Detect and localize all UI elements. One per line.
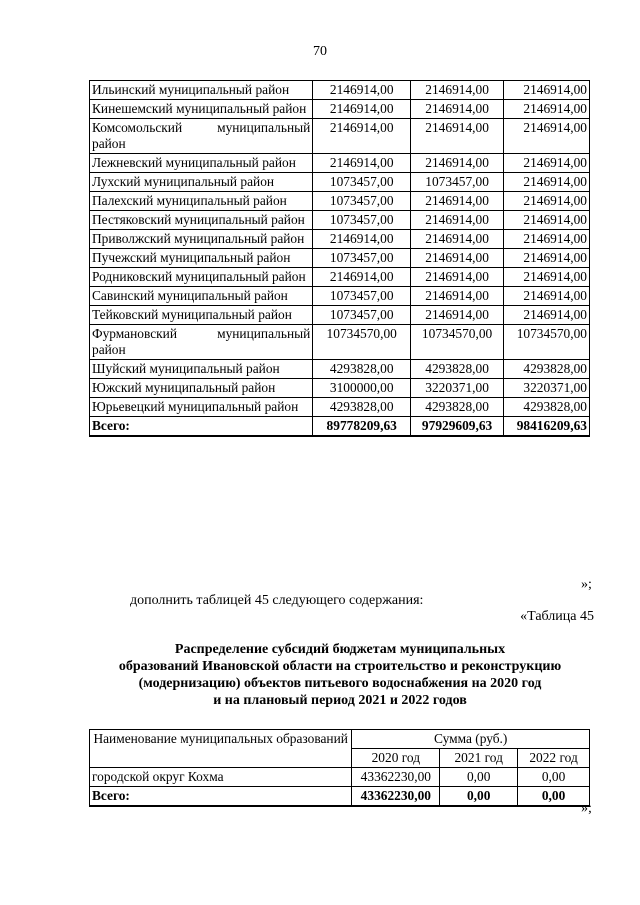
amount-2022: 4293828,00 xyxy=(504,398,590,417)
amount-2022: 2146914,00 xyxy=(504,249,590,268)
total-row xyxy=(90,417,590,437)
amount-2021: 2146914,00 xyxy=(411,249,504,268)
amount-2021: 2146914,00 xyxy=(411,211,504,230)
total-2020: 43362230,00 xyxy=(352,787,440,807)
header-row xyxy=(90,730,590,749)
amount-2020: 4293828,00 xyxy=(313,398,411,417)
municipality-name: Приволжский муниципальный район xyxy=(90,230,313,249)
total-2021: 0,00 xyxy=(440,787,518,807)
amount-2022: 2146914,00 xyxy=(504,173,590,192)
amount-2020: 1073457,00 xyxy=(313,173,411,192)
municipality-name: Южский муниципальный район xyxy=(90,379,313,398)
total-label: Всего: xyxy=(90,417,313,437)
amount-2020: 1073457,00 xyxy=(313,306,411,325)
amount-2020: 2146914,00 xyxy=(313,81,411,100)
amount-2020: 2146914,00 xyxy=(313,119,411,154)
amount-2020: 2146914,00 xyxy=(313,100,411,119)
amount-2021: 2146914,00 xyxy=(411,119,504,154)
municipality-name: Савинский муниципальный район xyxy=(90,287,313,306)
amount-2022: 2146914,00 xyxy=(504,306,590,325)
amount-2020: 2146914,00 xyxy=(313,154,411,173)
amount-2022: 2146914,00 xyxy=(504,81,590,100)
total-2022: 0,00 xyxy=(518,787,590,807)
amount-2022: 2146914,00 xyxy=(504,119,590,154)
amount-2022: 2146914,00 xyxy=(504,192,590,211)
amount-2021: 0,00 xyxy=(440,768,518,787)
amount-2020: 3100000,00 xyxy=(313,379,411,398)
municipality-name: Шуйский муниципальный район xyxy=(90,360,313,379)
amount-2021: 1073457,00 xyxy=(411,173,504,192)
municipality-name: Палехский муниципальный район xyxy=(90,192,313,211)
quote-close-mark: »; xyxy=(581,577,592,592)
table-heading xyxy=(90,641,590,709)
table-number-label: «Таблица 45 xyxy=(520,609,594,624)
table-row xyxy=(90,306,590,325)
municipality-name: Фурмановский муниципальный район xyxy=(90,325,313,360)
quote-close-mark: »; xyxy=(581,801,592,816)
municipality-name: Комсомольский муниципальный район xyxy=(90,119,313,154)
amount-2020: 10734570,00 xyxy=(313,325,411,360)
municipality-name: Пестяковский муниципальный район xyxy=(90,211,313,230)
table-row xyxy=(90,81,590,100)
table-row xyxy=(90,100,590,119)
amount-2022: 2146914,00 xyxy=(504,100,590,119)
total-label: Всего: xyxy=(90,787,352,807)
amount-2022: 2146914,00 xyxy=(504,154,590,173)
municipality-column-header: Наименование муниципальных образований xyxy=(90,730,352,768)
subsidy-table-continued xyxy=(89,80,590,437)
amount-2022: 2146914,00 xyxy=(504,268,590,287)
municipality-name: Ильинский муниципальный район xyxy=(90,81,313,100)
municipality-name: Юрьевецкий муниципальный район xyxy=(90,398,313,417)
amount-2021: 2146914,00 xyxy=(411,192,504,211)
amount-2022: 10734570,00 xyxy=(504,325,590,360)
year-header-2020: 2020 год xyxy=(352,749,440,768)
table-row xyxy=(90,360,590,379)
amount-2020: 1073457,00 xyxy=(313,192,411,211)
heading-line: (модернизацию) объектов питьевого водоснабжения на 2020 год xyxy=(138,676,542,691)
total-row xyxy=(90,787,590,807)
table-row xyxy=(90,173,590,192)
amount-2022: 2146914,00 xyxy=(504,230,590,249)
amount-2022: 0,00 xyxy=(518,768,590,787)
total-2020: 89778209,63 xyxy=(313,417,411,437)
heading-line: образований Ивановской области на строительство и реконструкцию xyxy=(118,659,562,674)
municipality-name: Пучежский муниципальный район xyxy=(90,249,313,268)
amount-2020: 1073457,00 xyxy=(313,211,411,230)
total-2021: 97929609,63 xyxy=(411,417,504,437)
municipality-name: городской округ Кохма xyxy=(90,768,352,787)
amount-2021: 2146914,00 xyxy=(411,81,504,100)
water-supply-subsidy-table xyxy=(89,729,590,807)
amount-2020: 43362230,00 xyxy=(352,768,440,787)
municipality-name: Тейковский муниципальный район xyxy=(90,306,313,325)
amendment-paragraph: дополнить таблицей 45 следующего содержания: xyxy=(130,593,424,608)
table-row xyxy=(90,287,590,306)
table-row xyxy=(90,768,590,787)
amount-2021: 2146914,00 xyxy=(411,230,504,249)
municipality-name: Лухский муниципальный район xyxy=(90,173,313,192)
year-header-2021: 2021 год xyxy=(440,749,518,768)
subsidy-table-body xyxy=(90,81,590,437)
table-row xyxy=(90,268,590,287)
table-row xyxy=(90,398,590,417)
table-row xyxy=(90,119,590,154)
amount-2021: 10734570,00 xyxy=(411,325,504,360)
amount-2021: 2146914,00 xyxy=(411,100,504,119)
municipality-name: Лежневский муниципальный район xyxy=(90,154,313,173)
amount-2021: 4293828,00 xyxy=(411,398,504,417)
amount-2021: 4293828,00 xyxy=(411,360,504,379)
amount-2022: 4293828,00 xyxy=(504,360,590,379)
municipality-name: Кинешемский муниципальный район xyxy=(90,100,313,119)
amount-2022: 2146914,00 xyxy=(504,211,590,230)
amount-2021: 2146914,00 xyxy=(411,268,504,287)
amount-2022: 3220371,00 xyxy=(504,379,590,398)
table-row xyxy=(90,154,590,173)
year-header-2022: 2022 год xyxy=(518,749,590,768)
page-number: 70 xyxy=(313,44,327,59)
amount-2021: 2146914,00 xyxy=(411,306,504,325)
amount-2020: 2146914,00 xyxy=(313,268,411,287)
table-row xyxy=(90,379,590,398)
total-2022: 98416209,63 xyxy=(504,417,590,437)
amount-2020: 4293828,00 xyxy=(313,360,411,379)
table-row xyxy=(90,249,590,268)
amount-2022: 2146914,00 xyxy=(504,287,590,306)
amount-2020: 1073457,00 xyxy=(313,287,411,306)
amount-2020: 1073457,00 xyxy=(313,249,411,268)
table-row xyxy=(90,230,590,249)
amount-2021: 2146914,00 xyxy=(411,154,504,173)
table-row xyxy=(90,192,590,211)
amount-2021: 2146914,00 xyxy=(411,287,504,306)
municipality-name: Родниковский муниципальный район xyxy=(90,268,313,287)
heading-line: и на плановый период 2021 и 2022 годов xyxy=(213,693,467,708)
amount-2020: 2146914,00 xyxy=(313,230,411,249)
table-row xyxy=(90,211,590,230)
heading-line: Распределение субсидий бюджетам муниципальных xyxy=(174,642,506,657)
table-row xyxy=(90,325,590,360)
amount-2021: 3220371,00 xyxy=(411,379,504,398)
sum-column-header: Сумма (руб.) xyxy=(352,730,590,749)
